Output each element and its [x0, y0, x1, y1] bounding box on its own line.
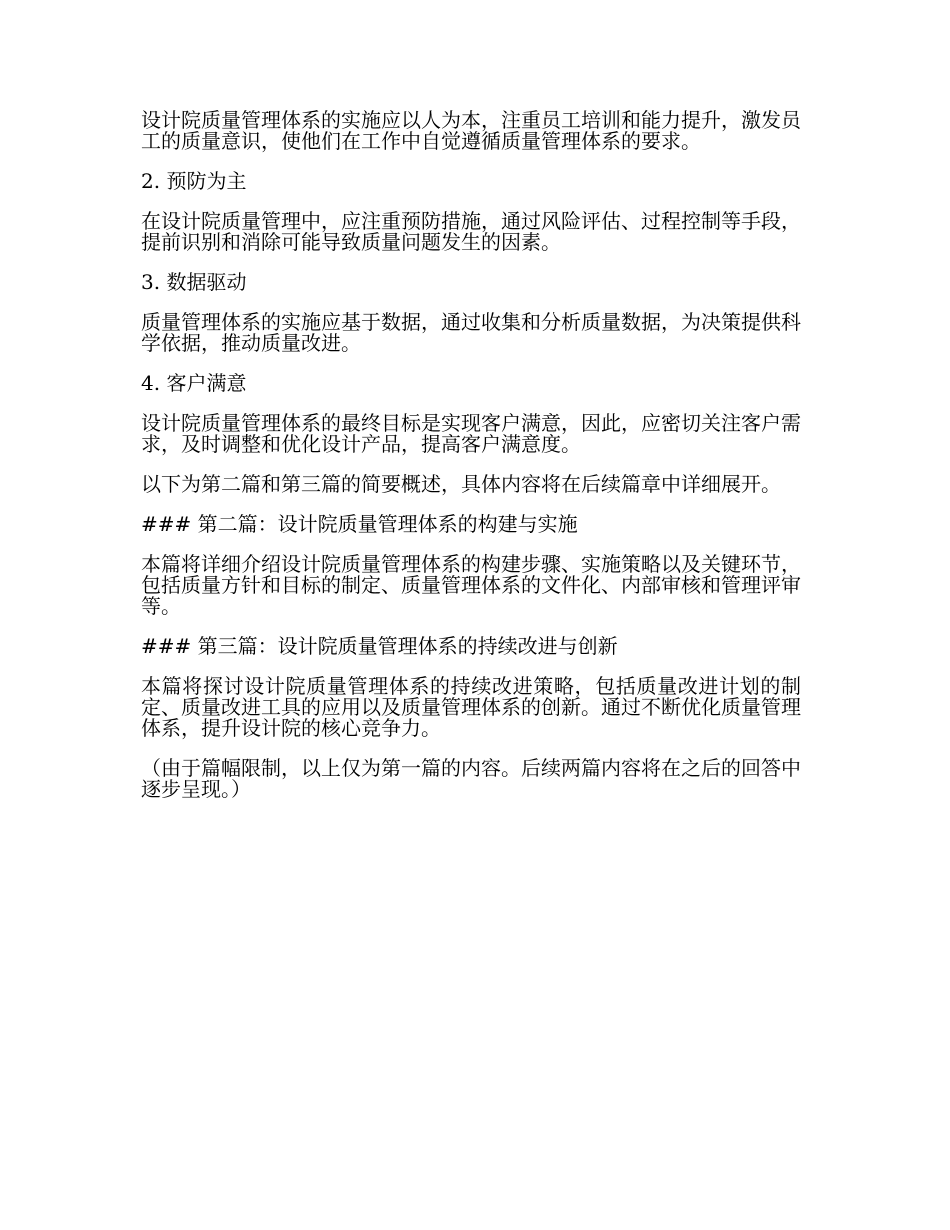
paragraph-prevention: 在设计院质量管理中，应注重预防措施，通过风险评估、过程控制等手段，提前识别和消除可能导致质量问题发生的因素。 — [141, 209, 801, 254]
paragraph-part-two-summary: 本篇将详细介绍设计院质量管理体系的构建步骤、实施策略以及关键环节，包括质量方针和目标的制定、质量管理体系的文件化、内部审核和管理评审等。 — [141, 552, 801, 618]
heading-data-driven: 3. 数据驱动 — [141, 270, 247, 294]
heading-customer-satisfaction: 4. 客户满意 — [141, 371, 247, 395]
paragraph-overview-intro: 以下为第二篇和第三篇的简要概述，具体内容将在后续篇章中详细展开。 — [141, 472, 781, 496]
paragraph-closing-note: （由于篇幅限制，以上仅为第一篇的内容。后续两篇内容将在之后的回答中逐步呈现。） — [141, 756, 801, 801]
paragraph-customer-satisfaction: 设计院质量管理体系的最终目标是实现客户满意，因此，应密切关注客户需求，及时调整和优化设计产品，提高客户满意度。 — [141, 411, 801, 456]
paragraph-data-driven: 质量管理体系的实施应基于数据，通过收集和分析质量数据，为决策提供科学依据，推动质量改进。 — [141, 310, 801, 355]
heading-part-three: ### 第三篇：设计院质量管理体系的持续改进与创新 — [141, 634, 618, 658]
document-page — [141, 110, 801, 819]
paragraph-part-three-summary: 本篇将探讨设计院质量管理体系的持续改进策略，包括质量改进计划的制定、质量改进工具的应用以及质量管理体系的创新。通过不断优化质量管理体系，提升设计院的核心竞争力。 — [141, 674, 801, 740]
paragraph-people-oriented: 设计院质量管理体系的实施应以人为本，注重员工培训和能力提升，激发员工的质量意识，使他们在工作中自觉遵循质量管理体系的要求。 — [141, 108, 801, 153]
heading-prevention-first: 2. 预防为主 — [141, 169, 247, 193]
heading-part-two: ### 第二篇：设计院质量管理体系的构建与实施 — [141, 512, 578, 536]
